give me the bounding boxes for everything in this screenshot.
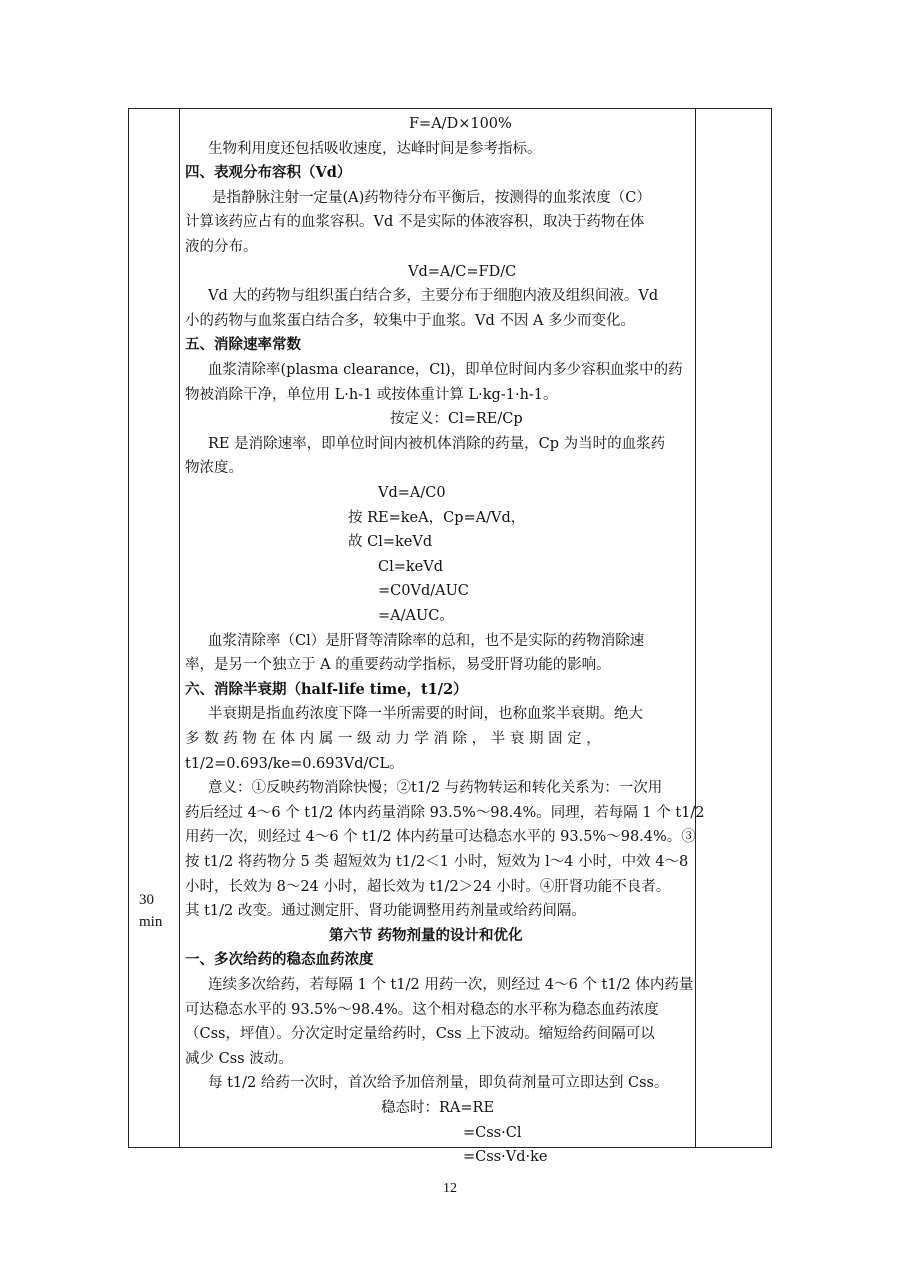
text-line: 减少 Css 波动。 — [185, 1050, 293, 1067]
text-line: 按 RE=keA，Cp=A/Vd， — [348, 509, 526, 526]
text-line: 意义：①反映药物消除快慢；②t1/2 与药物转运和转化关系为：一次用 — [208, 780, 663, 797]
time-unit: min — [139, 914, 163, 930]
section-heading: 第六节 药物剂量的设计和优化 — [329, 926, 523, 944]
text-line: 物被消除干净，单位用 L·h-1 或按体重计算 L·kg-1·h-1。 — [185, 386, 558, 403]
column-divider-right — [695, 109, 696, 1147]
text-line: t1/2=0.693/ke=0.693Vd/CL。 — [185, 755, 404, 772]
text-line: =Css·Cl — [463, 1124, 522, 1141]
text-line: 每 t1/2 给药一次时，首次给予加倍剂量，即负荷剂量可立即达到 Css。 — [208, 1075, 669, 1092]
text-line: 半衰期是指血药浓度下降一半所需要的时间，也称血浆半衰期。绝大 — [208, 706, 643, 723]
text-line: 生物利用度还包括吸收速度，达峰时间是参考指标。 — [208, 140, 542, 157]
text-line: 多 数 药 物 在 体 内 属 一 级 动 力 学 消 除 ， 半 衰 期 固 定 ， — [185, 731, 601, 747]
text-line: 计算该药应占有的血浆容积。Vd 不是实际的体液容积，取决于药物在体 — [185, 214, 645, 231]
text-line: Cl=keVd — [378, 558, 444, 575]
text-line: （Css，坪值）。分次定时定量给药时，Css 上下波动。缩短给药间隔可以 — [185, 1026, 655, 1043]
text-line: 是指静脉注射一定量(A)药物待分布平衡后，按测得的血浆浓度（C） — [212, 189, 651, 206]
text-line: 血浆清除率(plasma clearance，Cl)，即单位时间内多少容积血浆中的药 — [208, 362, 683, 378]
column-divider-left — [179, 109, 180, 1147]
time-cell — [139, 889, 162, 933]
text-line: 连续多次给药，若每隔 1 个 t1/2 用药一次，则经过 4～6 个 t1/2 体内药量 — [208, 977, 694, 993]
page-number: 12 — [443, 1181, 457, 1196]
text-line: 物浓度。 — [185, 460, 243, 477]
text-line: 按 t1/2 将药物分 5 类 超短效为 t1/2＜1 小时，短效为 l～4 小时，中效 4～8 — [185, 854, 689, 870]
lesson-plan-table — [128, 108, 772, 1166]
text-line: Vd 大的药物与组织蛋白结合多，主要分布于细胞内液及组织间液。Vd — [208, 288, 659, 305]
text-line: 故 Cl=keVd — [348, 534, 433, 551]
text-line: F=A/D×100% — [409, 116, 512, 132]
text-line: 药后经过 4～6 个 t1/2 体内药量消除 93.5%～98.4%。同理，若每隔 1 个 t1/2 — [185, 804, 705, 821]
section-heading: 四、表观分布容积（Vd） — [185, 164, 352, 182]
text-line: =Css·Vd·ke — [463, 1149, 548, 1166]
section-heading: 六、消除半衰期（half-life time，t1/2） — [185, 680, 468, 698]
text-line: 血浆清除率（Cl）是肝肾等清除率的总和，也不是实际的药物消除速 — [208, 632, 645, 649]
text-line: 小的药物与血浆蛋白结合多，较集中于血浆。Vd 不因 A 多少而变化。 — [185, 312, 636, 329]
text-line: 其 t1/2 改变。通过测定肝、肾功能调整用药剂量或给药间隔。 — [185, 903, 586, 920]
text-line: Vd=A/C=FD/C — [408, 263, 517, 280]
time-value: 30 — [139, 892, 154, 908]
text-line: 小时，长效为 8～24 小时，超长效为 t1/2＞24 小时。④肝肾功能不良者。 — [185, 878, 671, 895]
section-heading: 五、消除速率常数 — [185, 336, 301, 354]
text-line: 可达稳态水平的 93.5%～98.4%。这个相对稳态的水平称为稳态血药浓度 — [185, 1001, 659, 1018]
text-line: =A/AUC。 — [378, 608, 454, 624]
text-line: =C0Vd/AUC — [378, 583, 469, 600]
text-line: 液的分布。 — [185, 239, 258, 255]
text-line: RE 是消除速率，即单位时间内被机体消除的药量，Cp 为当时的血浆药 — [208, 435, 666, 452]
text-line: 按定义：Cl=RE/Cp — [390, 411, 523, 428]
text-line: 稳态时：RA=RE — [381, 1100, 495, 1116]
text-line: 用药一次，则经过 4～6 个 t1/2 体内药量可达稳态水平的 93.5%～98.4%。③ — [185, 829, 696, 846]
section-heading: 一、多次给药的稳态血药浓度 — [185, 951, 374, 969]
text-line: Vd=A/C0 — [378, 485, 446, 501]
text-line: 率，是另一个独立于 A 的重要药动学指标，易受肝肾功能的影响。 — [185, 657, 611, 674]
